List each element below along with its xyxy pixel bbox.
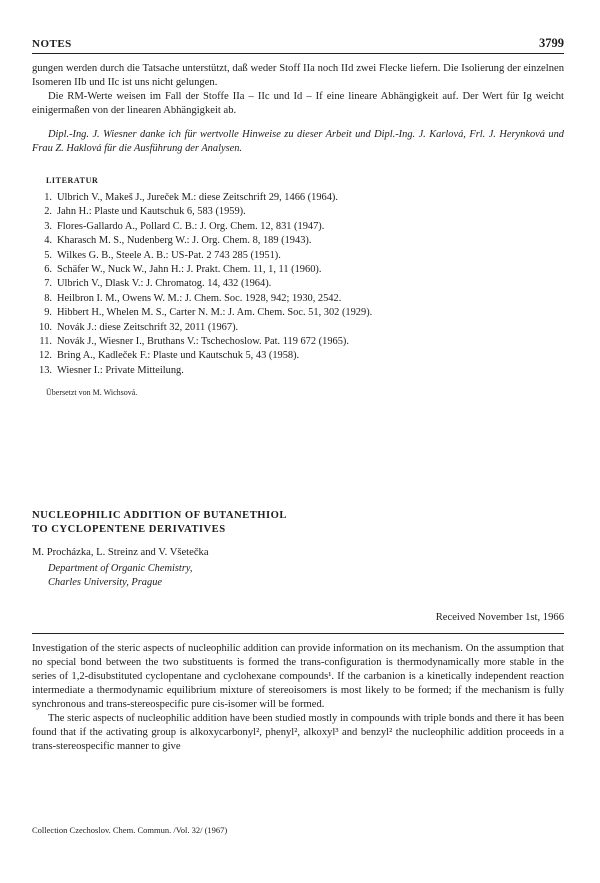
reference-item [32, 321, 564, 335]
reference-number: 1. [44, 192, 52, 203]
reference-item [32, 191, 564, 205]
reference-number: 7. [44, 278, 52, 290]
page-footer: Collection Czechoslov. Chem. Commun. /Vol. 32/ (1967) [32, 825, 228, 835]
reference-text: Schäfer W., Nuck W., Jahn H.: J. Prakt. Chem. 11, 1, 11 (1960). [57, 264, 322, 276]
affiliation [48, 562, 564, 590]
divider [32, 633, 564, 634]
reference-text: Wilkes G. B., Steele A. B.: US-Pat. 2 743 285 (1951). [57, 249, 281, 261]
reference-item [32, 234, 564, 248]
reference-item [32, 306, 564, 320]
reference-text: Flores-Gallardo A., Pollard C. B.: J. Org. Chem. 12, 831 (1947). [57, 220, 325, 232]
intro-text [32, 62, 564, 118]
reference-item [32, 364, 564, 378]
article-authors: M. Procházka, L. Streinz and V. Všetečka [32, 547, 209, 559]
reference-number: 4. [44, 235, 52, 247]
journal-page [32, 36, 564, 754]
reference-item [32, 205, 564, 219]
reference-text: Ulbrich V., Makeš J., Jureček M.: diese Zeitschrift 29, 1466 (1964). [57, 192, 338, 203]
reference-text: Kharasch M. S., Nudenberg W.: J. Org. Chem. 8, 189 (1943). [57, 235, 312, 247]
intro-paragraph-2: Die RM-Werte weisen im Fall der Stoffe IIa – IIc und Id – If eine lineare Abhängigkeit auf. Der Wert für Ig weicht einigermaßen von der linearen Abhängigkeit ab. [32, 91, 564, 116]
acknowledgement: Dipl.-Ing. J. Wiesner danke ich für wertvolle Hinweise zu dieser Arbeit und Dipl.-Ing. J. Karlová, Frl. J. Herynková und Frau Z. Haklová für die Ausführung der Analysen. [32, 129, 564, 154]
page-number: 3799 [539, 36, 564, 50]
reference-text: Bring A., Kadleček F.: Plaste und Kautschuk 5, 43 (1958). [57, 350, 300, 362]
reference-number: 6. [44, 264, 52, 276]
reference-text: Heilbron I. M., Owens W. M.: J. Chem. Soc. 1928, 942; 1930, 2542. [57, 292, 342, 304]
university: Charles University, Prague [48, 577, 162, 589]
article-title-line-2: TO CYCLOPENTENE DERIVATIVES [32, 524, 226, 536]
reference-number: 10. [39, 321, 52, 333]
reference-text: Ulbrich V., Dlask V.: J. Chromatog. 14, 432 (1964). [57, 278, 272, 290]
reference-number: 11. [39, 336, 52, 348]
article-title-line-1: NUCLEOPHILIC ADDITION OF BUTANETHIOL [32, 510, 287, 522]
reference-number: 5. [44, 249, 52, 261]
reference-item [32, 220, 564, 234]
reference-item [32, 277, 564, 291]
reference-item [32, 349, 564, 363]
page-header [32, 36, 564, 54]
reference-number: 12. [39, 350, 52, 362]
reference-item [32, 335, 564, 349]
article-title [32, 509, 564, 537]
received-date: Received November 1st, 1966 [435, 612, 564, 624]
body-paragraph-1: Investigation of the steric aspects of nucleophilic addition can provide information on its mechanism. On the assumption that no special bond between the two substituents is formed the trans-configuration is thermodynamically more stable in the series of 1,2-disubstituted cyclopentane and cyclohexane compounds¹. If the carbanion is a kinetically independent reaction intermediate a thermodynamic equilibrium mixture of stereoisomers is most likely to be formed; if the mechanism is fully synchronous and trans-stereospecific pure cis-isomer will be formed. [32, 643, 564, 711]
reference-item [32, 249, 564, 263]
reference-number: 2. [44, 206, 52, 218]
reference-text: Novák J.: diese Zeitschrift 32, 2011 (1967). [57, 321, 239, 333]
reference-text: Novák J., Wiesner I., Bruthans V.: Tschechoslow. Pat. 119 672 (1965). [57, 336, 349, 348]
reference-text: Jahn H.: Plaste und Kautschuk 6, 583 (1959). [57, 206, 246, 218]
reference-item [32, 292, 564, 306]
intro-paragraph-1: gungen werden durch die Tatsache unterstützt, daß weder Stoff IIa noch IId zwei Flecke liefern. Die Isolierung der einzelnen Isomeren IIb und IIc ist uns nicht gelungen. [32, 63, 564, 88]
reference-number: 9. [44, 307, 52, 319]
section-name: NOTES [32, 38, 72, 50]
literature-heading: LITERATUR [46, 176, 99, 185]
department: Department of Organic Chemistry, [48, 563, 193, 575]
translator-note: Übersetzt von M. Wichsová. [46, 388, 138, 398]
reference-number: 13. [39, 364, 52, 376]
body-paragraph-2: The steric aspects of nucleophilic addition have been studied mostly in compounds with triple bonds and there it has been found that if the activating group is alkoxycarbonyl², phenyl², alkoxyl³ and benzyl² the nucleophilic addition proceeds in a trans-stereospecific manner to give [32, 713, 564, 753]
reference-text: Hibbert H., Whelen M. S., Carter N. M.: J. Am. Chem. Soc. 51, 302 (1929). [57, 307, 373, 319]
reference-number: 3. [44, 220, 52, 232]
reference-list [32, 191, 564, 378]
reference-item [32, 263, 564, 277]
reference-text: Wiesner I.: Private Mitteilung. [57, 364, 184, 376]
article-body [32, 642, 564, 754]
reference-number: 8. [44, 292, 52, 304]
